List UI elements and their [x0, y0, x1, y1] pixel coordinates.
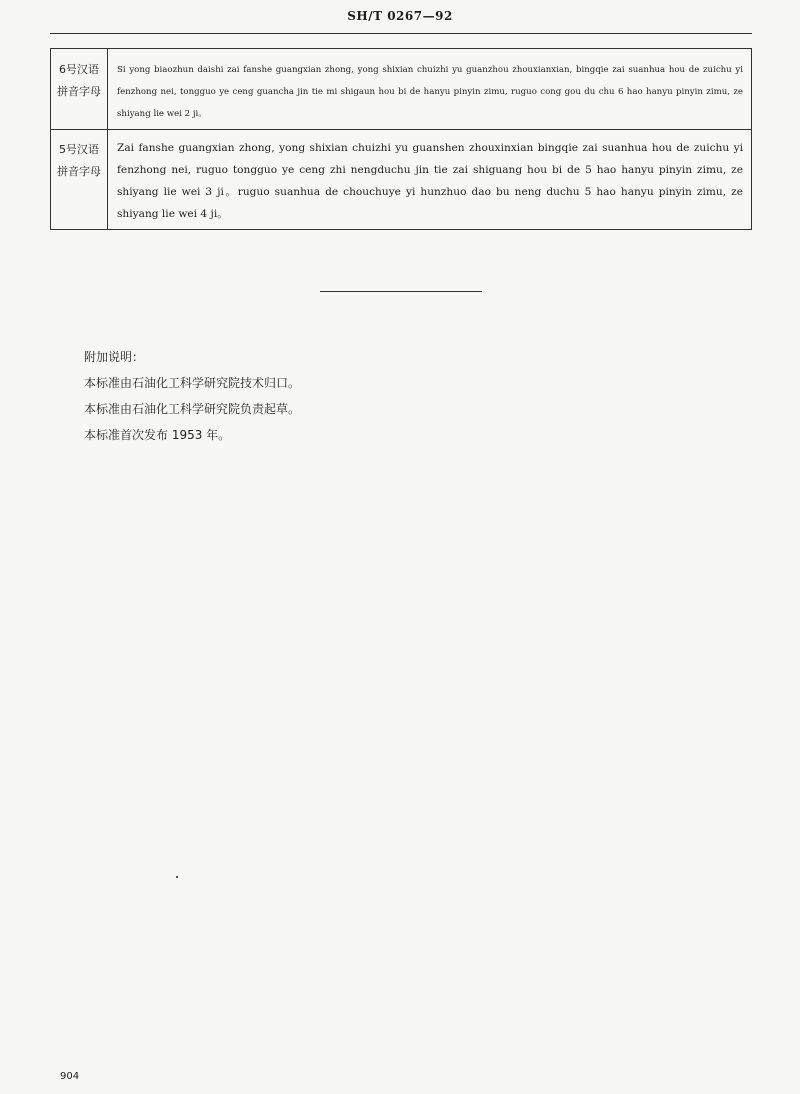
- page-number: 904: [60, 1071, 80, 1082]
- row-divider: [51, 129, 751, 130]
- row-description-grade-6: Si yong biaozhun daishi zai fanshe guangxian zhong, yong shixian chuizhi yu guanzhou zhouxianxian, bingqie zai suanhua hou de zuichu yi fenzhong nei, tongguo ye ceng guancha jin tie mi shigaun hou bi de hanyu pinyin zimu, ruguo cong gou du chu 6 hao hanyu pinyin zimu, ze shiyang lie wei 2 ji。: [117, 65, 743, 119]
- notes-line: 本标准由石油化工科学研究院负责起草。: [84, 402, 301, 416]
- end-of-standard-rule: [320, 291, 482, 292]
- notes-title: 附加说明：: [84, 350, 145, 364]
- grading-table: [50, 48, 752, 230]
- header-rule: [50, 33, 752, 34]
- row-description-grade-5: Zai fanshe guangxian zhong, yong shixian chuizhi yu guanshen zhouxinxian bingqie zai suanhua hou de zuichu yi fenzhong nei, ruguo tongguo ye ceng zhi nengduchu jin tie zai shiguang hou bi de 5 hao hanyu pinyin zimu, ze shiyang lie wei 3 ji。ruguo suanhua de chouchuye yi hunzhuo dao bu neng duchu 5 hao hanyu pinyin zimu, ze shiyang lie wei 4 ji。: [117, 142, 743, 220]
- document-code-header: SH/T 0267—92: [347, 9, 453, 23]
- notes-line: 本标准首次发布 1953 年。: [84, 428, 231, 442]
- row-label-grade-5: 5号汉语拼音字母: [57, 143, 101, 178]
- notes-line: 本标准由石油化工科学研究院技术归口。: [84, 376, 301, 390]
- row-label-grade-6: 6号汉语拼音字母: [57, 63, 101, 98]
- scan-speck: [176, 876, 178, 878]
- additional-notes: [84, 344, 584, 448]
